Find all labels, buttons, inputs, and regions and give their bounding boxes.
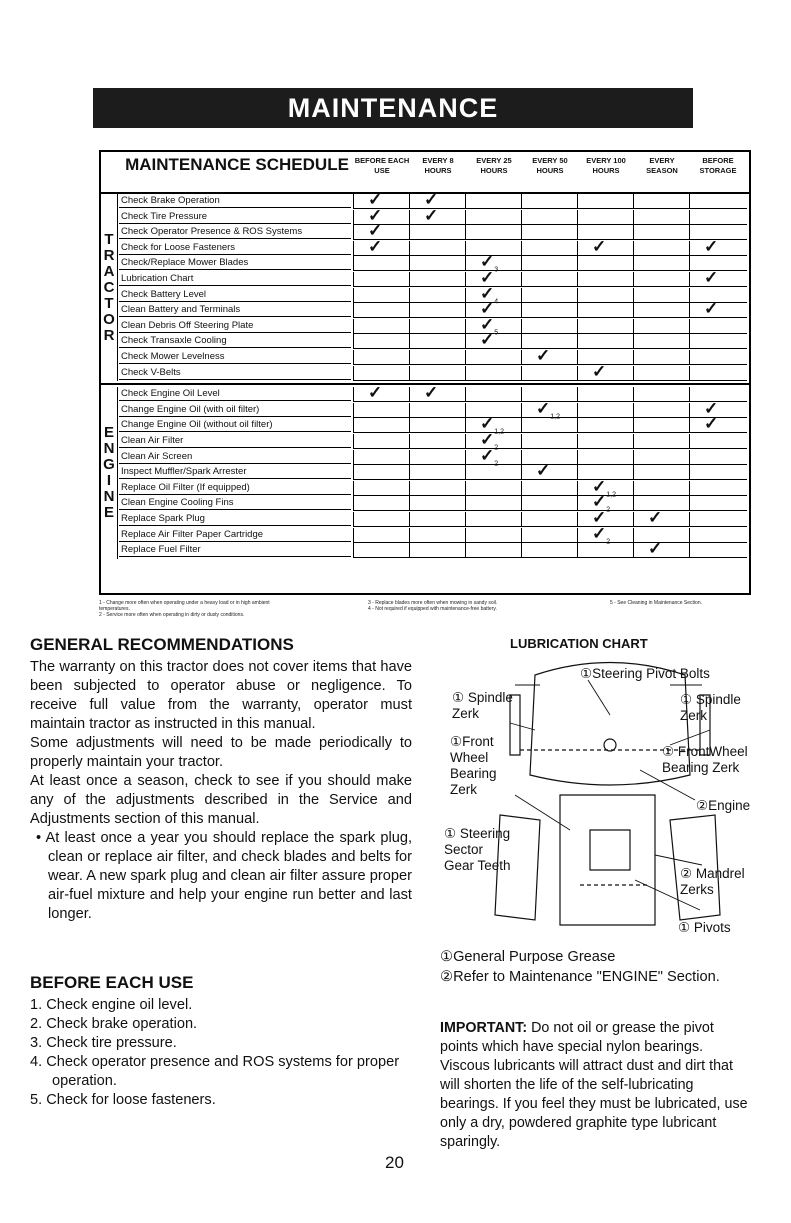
footnote: 2 - Service more often when operating in dirty or dusty conditions. [99,612,245,618]
table-row [119,361,749,381]
check-mark: ✓ [536,346,551,365]
check-cell [521,319,577,334]
check-cell [409,496,465,511]
check-cell [353,481,409,496]
column-header: EVERY 100 HOURS [586,156,626,175]
footnotes-left [99,600,299,618]
table-row [119,508,749,527]
task-cell: Change Engine Oil (without oil filter) [119,418,351,432]
table-row [119,461,749,481]
check-cell [521,210,577,225]
schedule-header [101,152,749,194]
check-cell [521,225,577,240]
group-letter: T [104,230,114,248]
check-mark: ✓ [368,236,383,256]
spindle-right-label: ① Spindle Zerk [680,692,741,723]
spindle-left-label: ① Spindle Zerk [452,690,513,721]
footnote: 5 - See Cleaning in Maintenance Section. [610,600,703,606]
list-item: 2. Check brake operation. [30,1016,198,1032]
check-cell [577,523,633,545]
check-cell [633,539,689,559]
check-cell [465,481,521,496]
check-cell [689,512,747,527]
check-cell [577,450,633,465]
paragraph: Some adjustments will need to be made periodically to properly maintain your tractor. [30,735,412,770]
check-cell [633,403,689,418]
table-row [119,476,749,499]
check-cell [689,434,747,449]
check-cell [409,383,465,403]
footnotes-right [610,600,760,606]
table-row [119,346,749,365]
group-letter: I [106,472,112,489]
check-cell [409,303,465,318]
check-cell [689,194,747,209]
check-cell [353,434,409,449]
check-cell [409,481,465,496]
check-cell [465,194,521,209]
footnotes-middle [368,600,578,612]
check-mark: ✓ [480,330,495,350]
check-cell [633,225,689,240]
check-cell [577,319,633,334]
list-item: 1. Check engine oil level. [30,997,193,1013]
important-label: IMPORTANT: [440,1020,528,1036]
check-mark: $✓_{1,2}$ [592,476,616,499]
check-cell [465,445,521,467]
check-cell [465,465,521,480]
task-cell: Check Brake Operation [119,194,351,208]
task-cell: Clean Air Screen [119,450,351,464]
check-cell [409,512,465,527]
group-letter: A [103,262,115,280]
check-cell [577,272,633,287]
check-cell [465,366,521,381]
check-cell [465,496,521,511]
check-cell [689,366,747,381]
check-cell [353,319,409,334]
check-cell [409,403,465,418]
check-mark: ✓ [424,190,439,209]
check-cell [689,319,747,334]
group-letter: N [103,440,115,457]
list-item: 5. Check for loose fasteners. [30,1092,216,1108]
check-cell [577,288,633,303]
engine-label: ②Engine [696,798,751,813]
list-item: 3. Check tire pressure. [30,1035,177,1051]
check-cell [521,303,577,318]
task-cell: Check Battery Level [119,288,351,302]
general-recommendations-heading: GENERAL RECOMMENDATIONS [30,635,294,654]
check-cell [577,210,633,225]
mandrel-label: ② Mandrel Zerks [680,866,745,897]
check-cell [409,241,465,256]
check-cell [409,334,465,349]
check-cell [521,241,577,256]
task-cell: Lubrication Chart [119,272,351,286]
check-cell [633,319,689,334]
footnote: 3 - Replace blades more often when mowing in sandy soil. [368,600,498,606]
column-header: EVERY 8 HOURS [422,156,454,175]
check-mark: $✓_2$ [592,523,611,545]
check-cell [577,403,633,418]
check-cell [409,450,465,465]
check-cell [353,303,409,318]
check-cell [633,272,689,287]
table-row [119,430,749,452]
check-cell [409,350,465,365]
check-cell [633,210,689,225]
check-cell [409,418,465,433]
table-row [119,539,749,559]
check-cell [521,461,577,481]
check-cell [465,387,521,402]
check-cell [353,288,409,303]
check-cell [633,434,689,449]
check-cell [633,350,689,365]
group-letter: T [104,294,114,312]
column-header: EVERY 25 HOURS [476,156,512,175]
check-cell [353,272,409,287]
check-mark: ✓ [592,508,607,527]
group-label [101,425,117,521]
check-cell [633,450,689,465]
check-cell [465,350,521,365]
task-cell: Change Engine Oil (with oil filter) [119,403,351,417]
table-row [119,398,749,421]
check-mark: $✓_3$ [480,252,499,274]
task-cell: Check for Loose Fasteners [119,241,351,255]
check-cell [521,194,577,209]
check-cell [633,418,689,433]
table-row [119,314,749,337]
check-cell [521,398,577,421]
group-letter: R [103,326,115,344]
table-row [119,414,749,436]
check-cell [521,272,577,287]
check-cell [689,543,747,558]
table-row [119,283,749,305]
check-cell [521,512,577,527]
check-cell [409,366,465,381]
legend-engine-reference: ②Refer to Maintenance "ENGINE" Section. [440,969,720,985]
steering-sector-label: ① Steering Sector Gear Teeth [444,826,511,873]
check-cell [689,210,747,225]
paragraph: At least once a season, check to see if you should make any of the adjustments described in the Service and Adjustments section of this manual. [30,773,412,827]
check-mark: ✓ [592,361,607,381]
table-row [119,299,749,319]
check-cell [633,465,689,480]
front-wheel-left-label: ①Front Wheel Bearing Zerk [450,734,497,797]
check-mark: $✓_2$ [480,445,499,467]
table-row [119,445,749,467]
check-mark: ✓ [536,461,551,481]
check-cell [577,434,633,449]
table-row [119,221,749,241]
check-cell [409,205,465,225]
check-cell [409,465,465,480]
check-cell [409,288,465,303]
table-row [119,252,749,274]
check-cell [409,272,465,287]
page-banner: MAINTENANCE [93,88,693,128]
column-header: BEFORE STORAGE [699,156,737,175]
check-cell [521,366,577,381]
check-mark: ✓ [424,205,439,225]
check-mark: ✓ [368,190,383,209]
check-mark: ✓ [704,268,719,287]
check-cell [689,496,747,511]
task-cell: Clean Debris Off Steering Plate [119,319,351,333]
group-letter: E [103,424,114,441]
steering-pivot-label: ①Steering Pivot Bolts [580,666,710,681]
check-cell [353,418,409,433]
important-notice [440,1019,755,1152]
check-cell [465,512,521,527]
task-cell: Check/Replace Mower Blades [119,256,351,270]
check-cell [353,512,409,527]
check-cell [521,496,577,511]
schedule-title: MAINTENANCE SCHEDULE [125,155,349,174]
check-cell [577,543,633,558]
check-mark: ✓ [368,221,383,241]
list-item: 4. Check operator presence and ROS systems for proper operation. [30,1054,400,1089]
check-cell [353,450,409,465]
check-cell [633,256,689,271]
check-cell [353,465,409,480]
check-cell [689,268,747,287]
check-mark: $✓_4$ [480,283,499,305]
important-text: Do not oil or grease the pivot points which have special nylon bearings. Viscous lubricants will attract dust and dirt that will shorten the life of the self-lubricating bearings. If you feel they must be lubricated, use only a dry, powdered graphite type lubricant sparingly. [440,1020,748,1150]
check-cell [633,334,689,349]
check-mark: ✓ [648,539,663,559]
group-letter: N [103,488,115,505]
check-cell [577,361,633,381]
check-cell [689,299,747,319]
column-header: EVERY 50 HOURS [532,156,568,175]
check-cell [633,241,689,256]
check-cell [409,225,465,240]
check-mark: $✓_{1,2}$ [480,414,504,436]
task-cell: Replace Fuel Filter [119,543,351,557]
group-divider [117,194,118,381]
group-letter: E [103,504,114,521]
check-cell [577,194,633,209]
check-cell [577,256,633,271]
check-cell [353,334,409,349]
check-cell [353,256,409,271]
check-cell [633,288,689,303]
check-cell [689,414,747,434]
task-cell: Check Transaxle Cooling [119,334,351,348]
check-cell [521,256,577,271]
paragraph: The warranty on this tractor does not cover items that have been subjected to operator abuse or negligence. To receive full value from the warranty, operator must maintain tractor as instructed in this manual. [30,659,412,732]
check-mark: $✓_2$ [480,430,499,452]
check-cell [409,256,465,271]
legend-general-grease: ①General Purpose Grease [440,949,616,965]
general-recommendations-body [30,658,412,924]
check-cell [353,366,409,381]
column-header: EVERY SEASON [646,156,678,175]
task-cell: Clean Battery and Terminals [119,303,351,317]
footnote: 4 - Not required if equipped with maintenance-free battery. [368,606,497,612]
check-mark: ✓ [648,508,663,527]
lubrication-chart-title: LUBRICATION CHART [510,636,648,651]
check-mark: ✓ [480,268,495,287]
check-cell [633,303,689,318]
task-cell: Check Mower Levelness [119,350,351,364]
check-cell [465,543,521,558]
check-cell [521,346,577,365]
check-cell [689,236,747,256]
task-cell: Replace Oil Filter (If equipped) [119,481,351,495]
table-row [119,383,749,403]
check-cell [577,236,633,256]
check-cell [353,350,409,365]
check-mark: ✓ [704,398,719,418]
task-cell: Check Tire Pressure [119,210,351,224]
check-mark: ✓ [704,236,719,256]
check-cell [409,434,465,449]
check-cell [689,465,747,480]
check-mark: $✓_2$ [592,492,611,514]
check-mark: ✓ [424,383,439,403]
check-cell [353,543,409,558]
table-row [119,205,749,225]
check-mark: ✓ [592,236,607,256]
group-letter: R [103,246,115,264]
footnote: 1 - Change more often when operating under a heavy load or in high ambient temperatures. [99,600,270,612]
check-cell [689,350,747,365]
check-cell [521,528,577,543]
group-letter: C [103,278,115,296]
task-cell: Check V-Belts [119,366,351,380]
check-cell [409,528,465,543]
check-cell [689,528,747,543]
front-wheel-right-label: ① FrontWheel Bearing Zerk [662,744,748,775]
pivots-label: ① Pivots [678,920,731,935]
check-cell [521,288,577,303]
task-cell: Check Operator Presence & ROS Systems [119,225,351,239]
check-cell [409,543,465,558]
check-cell [633,508,689,527]
check-cell [689,334,747,349]
table-row [119,236,749,256]
check-cell [689,450,747,465]
check-cell [577,387,633,402]
check-mark: ✓ [704,414,719,434]
check-cell [353,528,409,543]
check-cell [633,366,689,381]
check-cell [521,434,577,449]
check-cell [465,225,521,240]
check-cell [633,481,689,496]
check-cell [521,543,577,558]
before-each-use-list [30,996,412,1110]
check-cell [577,334,633,349]
check-cell [465,210,521,225]
check-mark: ✓ [368,205,383,225]
group-label [101,232,117,344]
check-cell [353,496,409,511]
check-cell [465,330,521,350]
check-cell [689,481,747,496]
maintenance-schedule-table [99,150,751,595]
task-cell: Replace Air Filter Paper Cartridge [119,528,351,542]
task-cell: Check Engine Oil Level [119,387,351,401]
check-mark: ✓ [480,299,495,319]
task-cell: Clean Engine Cooling Fins [119,496,351,510]
check-cell [577,418,633,433]
check-cell [577,303,633,318]
check-cell [409,319,465,334]
group-divider [117,387,118,559]
bullet-item: • At least once a year you should replace the spark plug, clean or replace air filter, and check blades and belts for wear. A new spark plug and clean air filter assure proper air-fuel mixture and help your engine run better and last longer. [36,830,412,922]
task-cell: Replace Spark Plug [119,512,351,526]
check-cell [521,418,577,433]
task-cell: Inspect Muffler/Spark Arrester [119,465,351,479]
check-cell [353,383,409,403]
check-mark: $✓_5$ [480,314,499,337]
table-row [119,268,749,287]
task-cell: Clean Air Filter [119,434,351,448]
check-cell [465,528,521,543]
page-number: 20 [385,1153,404,1172]
check-mark: $✓_{1,2}$ [536,398,560,421]
check-cell [521,481,577,496]
check-cell [353,403,409,418]
table-row [119,330,749,350]
check-mark: ✓ [704,299,719,319]
check-cell [633,194,689,209]
bullet-text: At least once a year you should replace the spark plug, clean or replace air filter, and check blades and belts for wear. A new spark plug and clean air filter assure proper air-fuel mixture and help your engine run better and last longer. [45,830,412,922]
column-header: BEFORE EACH USE [354,156,410,175]
group-letter: O [103,310,115,328]
check-cell [633,387,689,402]
group-letter: G [103,456,115,473]
check-mark: ✓ [368,383,383,403]
check-cell [353,236,409,256]
before-each-use-heading: BEFORE EACH USE [30,973,194,992]
